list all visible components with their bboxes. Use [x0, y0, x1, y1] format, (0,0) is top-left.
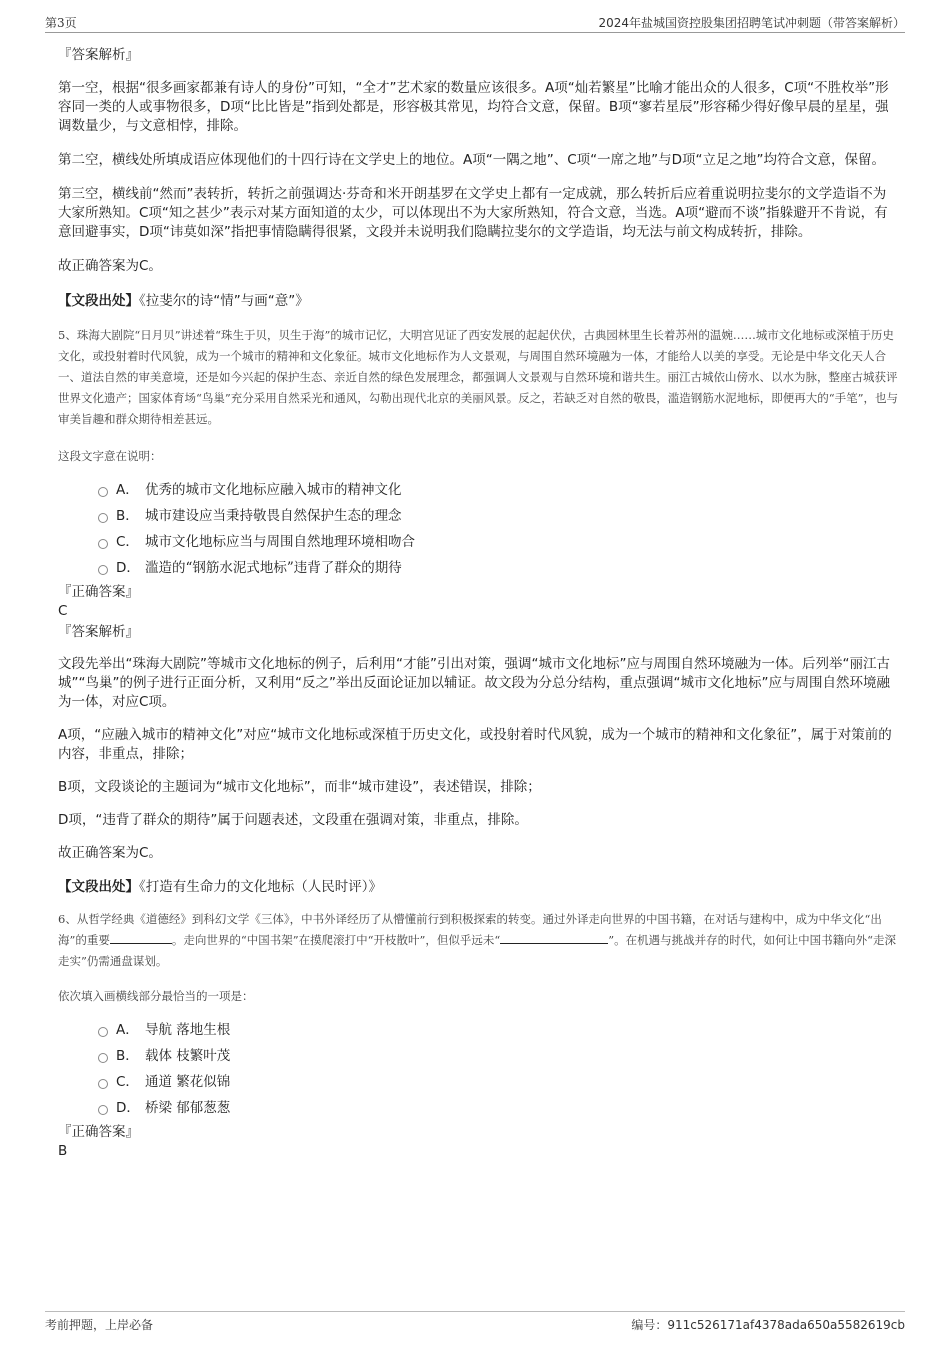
q6-option-d[interactable]	[58, 1097, 898, 1123]
option-text: 通道 繁花似锦	[145, 1074, 231, 1090]
q5-option-d[interactable]	[58, 557, 898, 583]
q4-source-title: 《拉斐尔的诗“情”与画“意”》	[139, 293, 309, 309]
option-letter: D．	[116, 1100, 140, 1116]
option-text: 滥造的“钢筋水泥式地标”违背了群众的期待	[145, 560, 402, 576]
q4-conclusion: 故正确答案为C。	[58, 258, 162, 274]
q5-option-b[interactable]	[58, 505, 898, 531]
fill-blank-2[interactable]	[500, 931, 608, 944]
q5-source-title: 《打造有生命力的文化地标（人民时评）》	[139, 879, 382, 895]
q5-conclusion: 故正确答案为C。	[58, 845, 162, 861]
q5-prompt: 这段文字意在说明：	[58, 449, 162, 463]
q5-option-a[interactable]	[58, 479, 898, 505]
radio-icon[interactable]	[98, 565, 108, 575]
q4-analysis-p2: 第二空，横线处所填成语应体现他们的十四行诗在文学史上的地位。A项“一隅之地”、C项“一席之地”与D项“立足之地”均符合文意，保留。	[58, 152, 886, 168]
option-letter: C．	[116, 1074, 139, 1090]
q6-answer-label: 『正确答案』	[58, 1124, 139, 1140]
q6-options	[58, 1019, 898, 1123]
radio-icon[interactable]	[98, 487, 108, 497]
q5-answer: C	[58, 603, 68, 619]
option-letter: A．	[116, 482, 139, 498]
document-title: 2024年盐城国资控股集团招聘笔试冲刺题（带答案解析）	[598, 16, 905, 30]
radio-icon[interactable]	[98, 1105, 108, 1115]
q5-analysis-label: 『答案解析』	[58, 624, 139, 640]
option-letter: D．	[116, 560, 140, 576]
option-letter: B．	[116, 1048, 139, 1064]
q5-option-c[interactable]	[58, 531, 898, 557]
q5-analysis-a1: 文段先举出“珠海大剧院”等城市文化地标的例子，后利用“才能”引出对策，强调“城市文化地标”应与周围自然环境融为一体。后列举“丽江古城”“鸟巢”的例子进行正面分析，又利用“反之”举出反面论证加以辅证。故文段为分总分结构，重点强调“城市文化地标”应与周围自然环境融为一体，对应C项。	[58, 656, 890, 710]
q6-option-c[interactable]	[58, 1071, 898, 1097]
q5-options	[58, 479, 898, 583]
q5-analysis-a3: B项，文段谈论的主题词为“城市文化地标”，而非“城市建设”，表述错误，排除；	[58, 779, 541, 795]
radio-icon[interactable]	[98, 1053, 108, 1063]
q6-prompt: 依次填入画横线部分最恰当的一项是：	[58, 989, 254, 1003]
option-text: 城市文化地标应当与周围自然地理环境相吻合	[145, 534, 415, 550]
q6-option-b[interactable]	[58, 1045, 898, 1071]
q6-stem-part1: 6、从哲学经典《道德经》到科幻文学《三体》，中书外译经历了从懵懂前行到积极探索的转变。通过外译走向世界的中国书籍，在对话与建构中，成为中华文化“出海”的重要	[58, 912, 882, 947]
page-footer	[45, 1311, 905, 1336]
q5-stem: 5、珠海大剧院“日月贝”讲述着“珠生于贝，贝生于海”的城市记忆，大明宫见证了西安发展的起起伏伏，古典园林里生长着苏州的温婉……城市文化地标或深植于历史文化，或投射着时代风貌，成为一个城市的精神和文化象征。城市文化地标作为人文景观，与周围自然环境融为一体，才能给人以美的享受。无论是中华文化天人合一、道法自然的审美意境，还是如今兴起的保护生态、亲近自然的绿色发展理念，都强调人文景观与自然环境和谐共生。丽江古城依山傍水、以水为脉，整座古城获评世界文化遗产；国家体育场“鸟巢”充分采用自然采光和通风，勾勒出现代北京的美丽风景。反之，若缺乏对自然的敬畏，滥造钢筋水泥地标，即便再大的“手笔”，也与审美旨趣和群众期待相差甚远。	[58, 328, 899, 426]
radio-icon[interactable]	[98, 513, 108, 523]
radio-icon[interactable]	[98, 1079, 108, 1089]
q4-source	[58, 291, 898, 311]
option-text: 城市建设应当秉持敬畏自然保护生态的理念	[145, 508, 402, 524]
q6-stem-part2: 。走向世界的“中国书架”在摸爬滚打中“开枝散叶”，但似乎远未“	[171, 933, 501, 947]
q5-source	[58, 877, 898, 897]
q6-stem	[58, 909, 898, 972]
q6-stem-part3: ”。在机遇与挑战并存的时代，如何让中国书籍向外“走深走实”仍需通盘谋划。	[58, 933, 897, 968]
radio-icon[interactable]	[98, 539, 108, 549]
q4-analysis-p1: 第一空，根据“很多画家都兼有诗人的身份”可知，“全才”艺术家的数量应该很多。A项“灿若繁星”比喻才能出众的人很多，C项“不胜枚举”形容同一类的人或事物很多，D项“比比皆是”指到处都是，形容极其常见，均符合文意，保留。B项“寥若星辰”形容稀少得好像早晨的星星，强调数量少，与文意相悖，排除。	[58, 80, 889, 134]
option-text: 载体 枝繁叶茂	[145, 1048, 231, 1064]
q5-source-label: 【文段出处】	[58, 879, 139, 895]
page-number: 第3页	[45, 16, 77, 30]
footer-slogan: 考前押题，上岸必备	[45, 1318, 154, 1332]
option-text: 优秀的城市文化地标应融入城市的精神文化	[145, 482, 402, 498]
fill-blank-1[interactable]	[110, 931, 172, 944]
document-body	[58, 40, 898, 1161]
q4-source-label: 【文段出处】	[58, 293, 139, 309]
option-letter: B．	[116, 508, 139, 524]
option-letter: C．	[116, 534, 139, 550]
option-text: 导航 落地生根	[145, 1022, 231, 1038]
q5-analysis-a4: D项，“违背了群众的期待”属于问题表述，文段重在强调对策，非重点，排除。	[58, 812, 528, 828]
q4-analysis-p3: 第三空，横线前“然而”表转折，转折之前强调达·芬奇和米开朗基罗在文学史上都有一定成就，那么转折后应着重说明拉斐尔的文学造诣不为大家所熟知。C项“知之甚少”表示对某方面知道的太少，可以体现出不为大家所熟知，符合文意，当选。A项“避而不谈”指躲避开不肯说，有意回避事实，D项“讳莫如深”指把事情隐瞒得很紧，文段并未说明我们隐瞒拉斐尔的文学造诣，均无法与前文构成转折，排除。	[58, 186, 888, 240]
option-text: 桥梁 郁郁葱葱	[145, 1100, 231, 1116]
q6-option-a[interactable]	[58, 1019, 898, 1045]
q6-answer: B	[58, 1143, 68, 1159]
radio-icon[interactable]	[98, 1027, 108, 1037]
option-letter: A．	[116, 1022, 139, 1038]
page-header	[45, 12, 905, 33]
q4-analysis-label: 『答案解析』	[58, 47, 139, 63]
q5-analysis-a2: A项，“应融入城市的精神文化”对应“城市文化地标或深植于历史文化，或投射着时代风貌，成为一个城市的精神和文化象征”，属于对策前的内容，非重点，排除；	[58, 727, 892, 762]
q5-answer-label: 『正确答案』	[58, 584, 139, 600]
document-code: 编号：911c526171af4378ada650a5582619cb	[631, 1318, 905, 1332]
